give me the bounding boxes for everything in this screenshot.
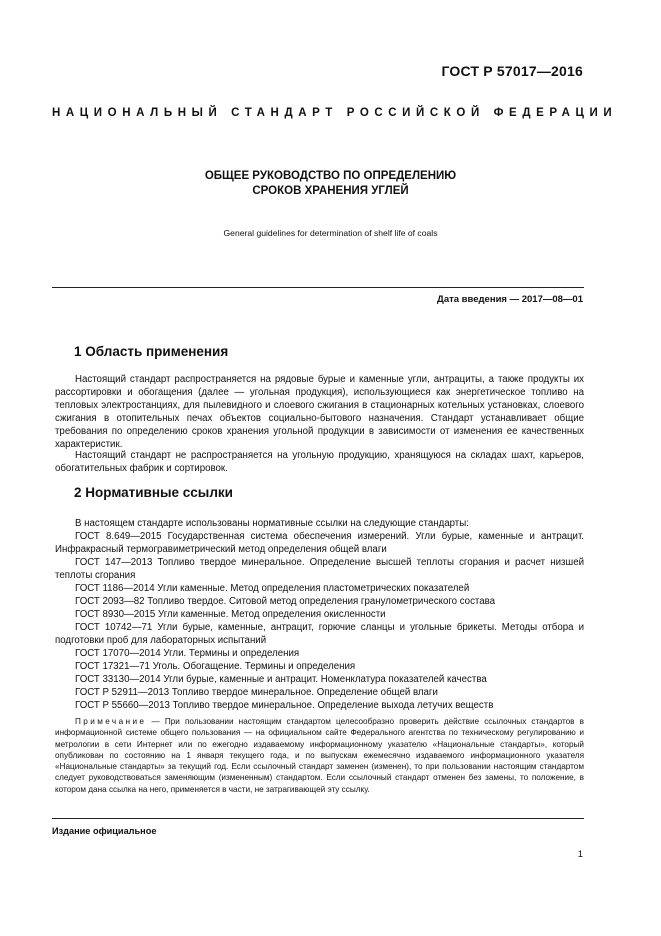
section-1-paragraph-2 — [55, 449, 584, 475]
english-title: General guidelines for determination of shelf life of coals — [223, 228, 438, 238]
reference-item: ГОСТ 10742—71 Угли бурые, каменные, антрацит, горючие сланцы и угольные брикеты. Методы отбора и подготовки проб для лабораторных испытаний — [55, 622, 584, 646]
reference-item: ГОСТ 17070—2014 Угли. Термины и определения — [75, 648, 300, 659]
reference-item: ГОСТ 33130—2014 Угли бурые, каменные и антрацит. Номенклатура показателей качества — [75, 674, 487, 685]
edition-label: Издание официальное — [52, 826, 157, 836]
footer-divider — [52, 818, 584, 819]
reference-item: ГОСТ Р 52911—2013 Топливо твердое минеральное. Определение общей влаги — [75, 687, 438, 698]
note-paragraph — [55, 716, 584, 795]
section-1-paragraph-1 — [55, 373, 584, 451]
note-block — [55, 716, 584, 795]
reference-item: ГОСТ 2093—82 Топливо твердое. Ситовой метод определения гранулометрического состава — [75, 596, 496, 607]
document-title — [0, 169, 661, 199]
national-standard-banner: НАЦИОНАЛЬНЫЙ СТАНДАРТ РОССИЙСКОЙ ФЕДЕРАЦИИ — [52, 107, 618, 119]
note-text: — При пользовании настоящим стандартом целесообразно проверить действие ссылочных стандартов в информационной системе общего пользования — на официальном сайте Федерального агентства по техническому регулированию и метрологии в сети Интернет или по ежегодно издаваемому информационному указателю «Национальные стандарты», который опубликован по состоянию на 1 января текущего года, и по выпускам ежемесячно издаваемого информационного указателя «Национальные стандарты» за текущий год. Если ссылочный стандарт заменен (изменен), то при пользовании настоящим стандартом следует руководствоваться заменяющим (измененным) стандартом. Если ссылочный стандарт отменен без замены, то положение, в котором дана ссылка на него, применяется в части, не затрагивающей эту ссылку. — [55, 717, 584, 794]
reference-item: ГОСТ 8.649—2015 Государственная система обеспечения измерений. Угли бурые, каменные и антрацит. Инфракрасный термогравиметрический метод определения общей влаги — [55, 531, 584, 555]
title-line-1: ОБЩЕЕ РУКОВОДСТВО ПО ОПРЕДЕЛЕНИЮ — [204, 170, 457, 182]
header-divider — [52, 287, 584, 288]
section-2-heading: 2 Нормативные ссылки — [74, 485, 233, 500]
document-code: ГОСТ Р 57017—2016 — [441, 63, 583, 79]
section-1-text-2: Настоящий стандарт не распространяется на угольную продукцию, хранящуюся на складах шахт, карьеров, обогатительных фабрик и сортировок. — [55, 450, 584, 474]
references-intro: В настоящем стандарте использованы нормативные ссылки на следующие стандарты: — [75, 518, 469, 529]
section-1-text-1: Настоящий стандарт распространяется на рядовые бурые и каменные угли, антрациты, а также продукты их рассортировки и обогащения (далее — угольная продукция), использующиеся как энергетическое топливо на тепловых электростанциях, для пылевидного и слоевого сжигания в стационарных котельных установках, слоевого сжигания в отопительных печах объектов социально-бытового назначения. Стандарт устанавливает общие требования по определению сроков хранения угольной продукции в зависимости от изменения ее качественных характеристик. — [55, 374, 584, 450]
page-number: 1 — [577, 849, 583, 860]
normative-references-list — [55, 517, 584, 712]
reference-item: ГОСТ 8930—2015 Угли каменные. Метод определения окисленности — [75, 609, 386, 620]
title-line-2: СРОКОВ ХРАНЕНИЯ УГЛЕЙ — [252, 185, 409, 197]
note-label: Примечание — [75, 717, 147, 726]
section-1-heading: 1 Область применения — [74, 344, 229, 359]
reference-item: ГОСТ 1186—2014 Угли каменные. Метод определения пластометрических показателей — [75, 583, 470, 594]
effective-date: Дата введения — 2017—08—01 — [437, 294, 583, 305]
reference-item: ГОСТ Р 55660—2013 Топливо твердое минеральное. Определение выхода летучих веществ — [75, 700, 494, 711]
reference-item: ГОСТ 17321—71 Уголь. Обогащение. Термины и определения — [75, 661, 356, 672]
reference-item: ГОСТ 147—2013 Топливо твердое минеральное. Определение высшей теплоты сгорания и расчет низшей теплоты сгорания — [55, 557, 584, 581]
